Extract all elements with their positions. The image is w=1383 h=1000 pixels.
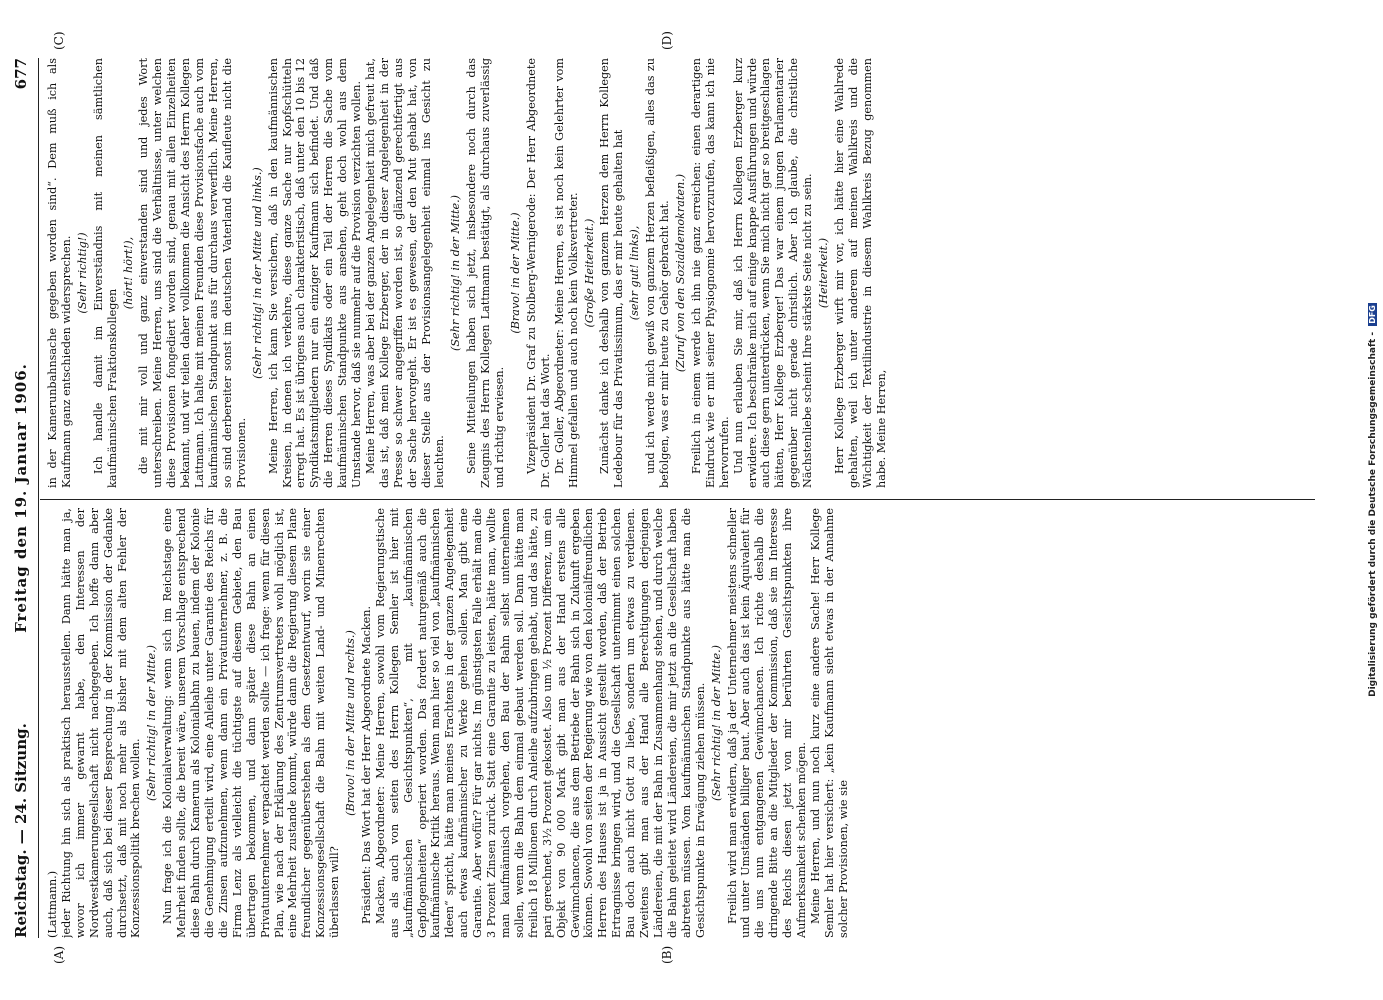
interjection: (Sehr richtig! in der Mitte und links.): [250, 167, 264, 379]
page-header: [12, 58, 34, 938]
page-number: 677: [12, 58, 30, 90]
header-date: Freitag den 19. Januar 1906.: [12, 363, 30, 633]
interjection: (Sehr richtig! in der Mitte.): [145, 644, 159, 802]
dfg-logo-icon: DFG: [1368, 305, 1377, 324]
paragraph: Und nun erlauben Sie mir, daß ich Herrn Kollegen Erzberger kurz erwidere. Ich beschränke mich auf einige knappe Ausführungen und würde auch diese gern unterdrücken, wenn Sie mich nicht gar so breitgeschlagen hätten, Herr Kollege Erzberger! Das war einem jungen Parlamentarier gegenüber nicht gerade christlich. Aber ich glaube, die christliche Nächstenliebe scheint Ihre stärkste Seite nicht zu sein.: [731, 58, 815, 488]
paragraph: Seine Mitteilungen haben sich jetzt, insbesondere noch durch das Zeugnis des Herrn Kollegen Lattmann bestätigt, als durchaus zuverlässig und richtig erwiesen.: [465, 58, 507, 488]
paragraph: und ich werde mich gewiß von ganzem Herzen befleißigen, alles das zu befolgen, was er mir heute zu Gehör gebracht hat.: [644, 58, 672, 488]
paragraph: Ich handle damit im Einverständnis mit meinen sämtlichen kaufmännischen Fraktionskollegen: [91, 58, 119, 488]
margin-mark-d: (D): [660, 31, 674, 50]
margin-mark-c: (C): [52, 31, 66, 50]
paragraph: in der Kamerunbahnsache gegeben worden sind“. Dem muß ich als Kaufmann ganz entschieden widersprechen.: [46, 58, 73, 488]
interjection: (Sehr richtig! in der Mitte.): [449, 194, 463, 352]
paragraph: Präsident: Das Wort hat der Herr Abgeordnete Macken.: [359, 605, 373, 924]
paragraph: Vizepräsident Dr. Graf zu Stolberg-Wernigerode: Der Herr Abgeordnete Dr. Goller hat das Wort.: [524, 58, 552, 488]
paragraph: Herr Kollege Erzberger wirft mir vor, ich hätte hier eine Wahlrede gehalten, weil ich unter anderem auf meinen Wahlkreis und die Wichtigkeit der Textilindustrie in diesem Wahlkreis Bezug genommen habe. Meine Herren,: [832, 58, 888, 488]
interjection: (Bravo! in der Mitte.): [509, 212, 522, 334]
interjection: (hört! hört!),: [121, 236, 135, 310]
paragraph: (Lattmann.): [46, 870, 59, 938]
footer-credit: Digitalisierung gefördert durch die Deutsche Forschungsgemeinschaft -: [1368, 331, 1378, 697]
paragraph: Nun frage ich die Kolonialverwaltung: wenn sich im Reichstage eine Mehrheit finden sollte, die bereit wäre, unserem Vorschlage entsprechend diese Bahn durch Kamerun als Kolonialbahn zu bauen, indem der Kolonie die Genehmigung erteilt wird, eine Anleihe unter Garantie des Reichs für die Zinsen aufzunehmen, wenn dann ein Privatunternehmer, z. B. die Firma Lenz als vielleicht die tüchtigste auf diesem Gebiete, den Bau übertragen bekommen, und dann später diese Bahn an einen Privatunternehmer verpachtet werden sollte — ich frage: wenn für diesen Plan, wie nach der Erklärung des Zentrumsvertreters wohl möglich ist, eine Mehrheit zustande kommt, würde dann die Regierung diesem Plane freundlicher gegenüberstehen als dem Gesetzentwurf, worin sie einer Konzessionsgesellschaft die Bahn mit weiten Land- und Minenrechten überlassen will?: [161, 508, 342, 938]
column-divider: [40, 499, 1315, 500]
paragraph: Freilich wird man erwidern, daß ja der Unternehmer meistens schneller und unter Umständen billiger baut. Aber auch das ist kein Äquivalent für die uns nun entgangenen Gewinnchancen. Ich richte deshalb die dringende Bitte an die Mitglieder der Kommission, daß sie im Interesse des Reichs diesen jetzt von mir berührten Gesichtspunkten ihre Aufmerksamkeit schenken mögen.: [725, 508, 809, 938]
paragraph: Meine Herren, was aber bei der ganzen Angelegenheit mich gefreut hat, das ist, daß mein Kollege Erzberger, der in dieser Angelegenheit in der Presse so schwer angegriffen worden ist, so glänzend gerechtfertigt aus der Sache hervorgeht. Er ist es gewesen, der den Mut gehabt hat, von dieser Stelle aus der Provisionsangelegenheit einmal ins Gesicht zu leuchten.: [363, 58, 447, 488]
paragraph: Freilich in einem werde ich ihn nie ganz erreichen: einen derartigen Eindruck wie er mit seiner Physiognomie hervorzurufen, das kann ich nie hervorrufen.: [689, 58, 731, 488]
interjection: (Sehr richtig! in der Mitte.): [709, 644, 723, 802]
margin-mark-b: (B): [660, 945, 674, 964]
interjection: (Heiterkeit.): [817, 237, 831, 309]
paragraph: Zunächst danke ich deshalb von ganzem Herzen dem Herrn Kollegen Ledebour für das Privatissimum, das er mir heute gehalten hat: [598, 58, 626, 488]
paragraph: Dr. Goller, Abgeordneter: Meine Herren, es ist noch kein Gelehrter vom Himmel gefallen und auch noch kein Volksvertreter.: [552, 58, 580, 488]
footer: [1368, 0, 1378, 1000]
paragraph: Macken, Abgeordneter: Meine Herren, sowohl vom Regierungstische aus als auch von seiten des Herrn Kollegen Semler ist hier mit „kaufmännischen Gesichtspunkten“, mit „kaufmännischen Gepflogenheiten“ operiert worden. Das fordert naturgemäß auch die kaufmännische Kritik heraus. Wenn man hier so viel von „kaufmännischen Ideen“ spricht, hätte man meines Erachtens in der ganzen Angelegenheit auch etwas kaufmännischer zu Werke gehen sollen. Man gibt eine Garantie. Aber wofür? Für gar nichts. Im günstigsten Falle erhält man die 3 Prozent Zinsen zurück. Statt eine Garantie zu leisten, hätte man, wollte man kaufmännisch vorgehen, den Bau der Bahn selbst unternehmen sollen, wenn die Bahn dem einmal gebaut werden soll. Dann hätte man freilich 18 Millionen durch Anleihe aufzubringen gehabt, und das hätte, zu pari gerechnet, 3½ Prozent gekostet. Also um ½ Prozent Differenz, um ein Objekt von 90 000 Mark gibt man aus der Hand erstens alle Gewinnchancen, die aus dem Betriebe der Bahn sich in Zukunft ergeben können. Sowohl von seiten der Regierung wie von den kolonialfreundlichen Herren des Hauses ist ja in Aussicht gestellt worden, daß der Betrieb Ertragnisse bringen wird, und die Gesellschaft unternimmt einen solchen Bau doch auch nicht Gott zu liebe, sondern um etwas zu verdienen. Zweitens gibt man aus der Hand alle Berechtigungen derjenigen Ländereien, die mit der Bahn in Zusammenhang stehen, und durch welche die Bahn geleitet wird Ländereien, die mir jetzt an die Gesellschaft haben abtreten müssen. Vom kaufmännischen Standpunkte aus hätte man die Gesichtspunkte in Erwägung ziehen müssen.: [373, 508, 707, 938]
paragraph: die mit mir voll und ganz einverstanden sind und jedes Wort unterschreiben. Meine Herren, uns sind die Verhältnisse, unter welchen diese Provisionen fongediert worden sind, genau mit allen Einzelheiten bekannt, und wir teilen daher vollkommen die Ansicht des Herrn Kollegen Lattmann. Ich halte mit meinen Freunden diese Provisionsfache auch vom kaufmännischen Standpunkt aus für durchaus verwerflich. Meine Herren, so sind derbereiter sonst im deutschen Vaterland die Kaufleute nicht die Provisionen.: [137, 58, 248, 488]
margin-mark-a: (A): [52, 945, 66, 964]
paragraph: jeder Richtung hin sich als praktisch herausstellen. Dann hätte man ja, wovor ich immer gewarnt habe, den Interessen der Nordwestkamerungesellschaft nicht nachgegeben. Ich hoffe dann aber auch, daß sich bei dieser Besprechung in der Kommission der Gedanke durchsetzt, daß mit noch mehr als bisher mit dem alten Fehler der Konzessionspolitik brechen wollen.: [59, 508, 143, 938]
paragraph: Meine Herren, und nun noch kurz eine andere Sache! Herr Kollege Semler hat hier versichert: „kein Kaufmann sieht etwas in der Annahme solcher Provisionen, wie sie: [808, 508, 850, 938]
interjection: (Große Heiterkeit.): [582, 218, 596, 328]
header-rule: [38, 58, 39, 938]
paragraph: Meine Herren, ich kann Sie versichern, daß in den kaufmännischen Kreisen, in denen ich verkehre, diese ganze Sache nur Kopfschütteln erregt hat. Es ist übrigens auch charakteristisch, daß unter den 10 bis 12 Syndikatsmitgliedern nur ein einziger Kaufmann sich befindet. Und daß die Herren dieses Syndikats oder ein Teil der Herren die Sache vom kaufmännischen Standpunkte aus ansehen, geht doch wohl aus dem Umstande hervor, daß sie nunmehr auf die Provision verzichten wollen.: [266, 58, 364, 488]
left-column: [46, 508, 1314, 938]
interjection: (sehr gut! links),: [628, 225, 642, 321]
interjection: (Bravo! in der Mitte und rechts.): [344, 630, 358, 816]
interjection: (Sehr richtig!): [75, 232, 89, 314]
right-column: [46, 58, 1314, 488]
header-left: Reichstag. — 24. Sitzung.: [12, 723, 30, 938]
interjection: (Zuruf von den Sozialdemokraten.): [673, 173, 687, 373]
